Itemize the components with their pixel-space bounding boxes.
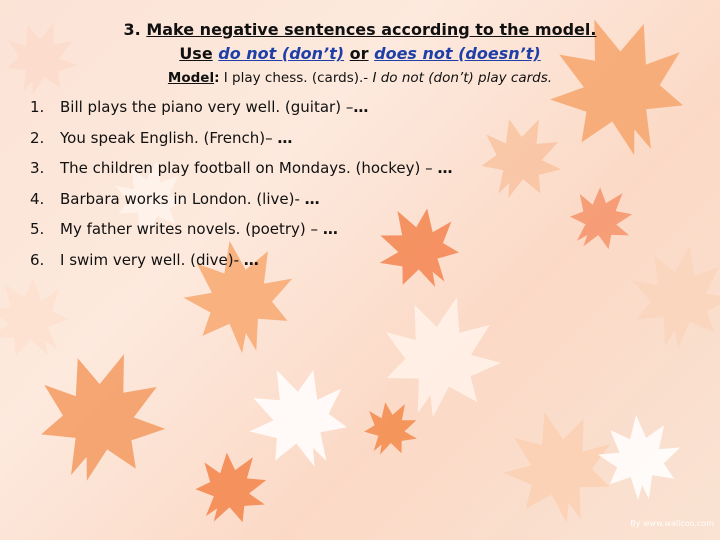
- item-number: 3.: [30, 159, 45, 177]
- task-instruction: [0, 44, 720, 63]
- item-number: 4.: [30, 189, 45, 208]
- answer-blank: …: [304, 189, 320, 208]
- answer-blank: …: [437, 159, 453, 177]
- answer-blank: …: [243, 250, 259, 269]
- list-item: [30, 214, 452, 245]
- or-word: or: [349, 44, 369, 63]
- item-text: The children play football on Mondays. (hockey) –: [60, 159, 438, 177]
- form-does-not: does not (doesn’t): [374, 44, 541, 63]
- model-sentence: I play chess. (cards).-: [223, 70, 369, 86]
- list-item: [30, 153, 452, 184]
- list-item: [30, 184, 452, 215]
- item-text: My father writes novels. (poetry) –: [60, 220, 323, 238]
- answer-blank: …: [277, 128, 293, 147]
- item-number: 6.: [30, 250, 45, 269]
- answer-blank: …: [353, 98, 369, 116]
- model-example: [0, 70, 720, 86]
- use-label: Use: [179, 44, 213, 63]
- item-number: 5.: [30, 220, 45, 238]
- item-number: 1.: [30, 98, 45, 116]
- model-colon: :: [214, 70, 220, 86]
- form-do-not: do not (don’t): [218, 44, 345, 63]
- task-title: [0, 20, 720, 39]
- model-answer: I do not (don’t) play cards.: [372, 70, 553, 86]
- exercise-list: [30, 92, 452, 275]
- task-title-text: Make negative sentences according to the model.: [146, 20, 597, 39]
- item-text: Bill plays the piano very well. (guitar) –: [60, 98, 354, 116]
- watermark: By www.wallcoo.com: [630, 519, 714, 528]
- list-item: [30, 92, 452, 123]
- task-number: 3.: [123, 20, 141, 39]
- model-label: Model: [167, 70, 215, 86]
- list-item: [30, 123, 452, 154]
- item-text: Barbara works in London. (live)-: [60, 189, 305, 208]
- answer-blank: …: [322, 220, 338, 238]
- list-item: [30, 245, 452, 276]
- item-text: You speak English. (French)–: [60, 128, 278, 147]
- item-number: 2.: [30, 128, 45, 147]
- item-text: I swim very well. (dive)-: [60, 250, 244, 269]
